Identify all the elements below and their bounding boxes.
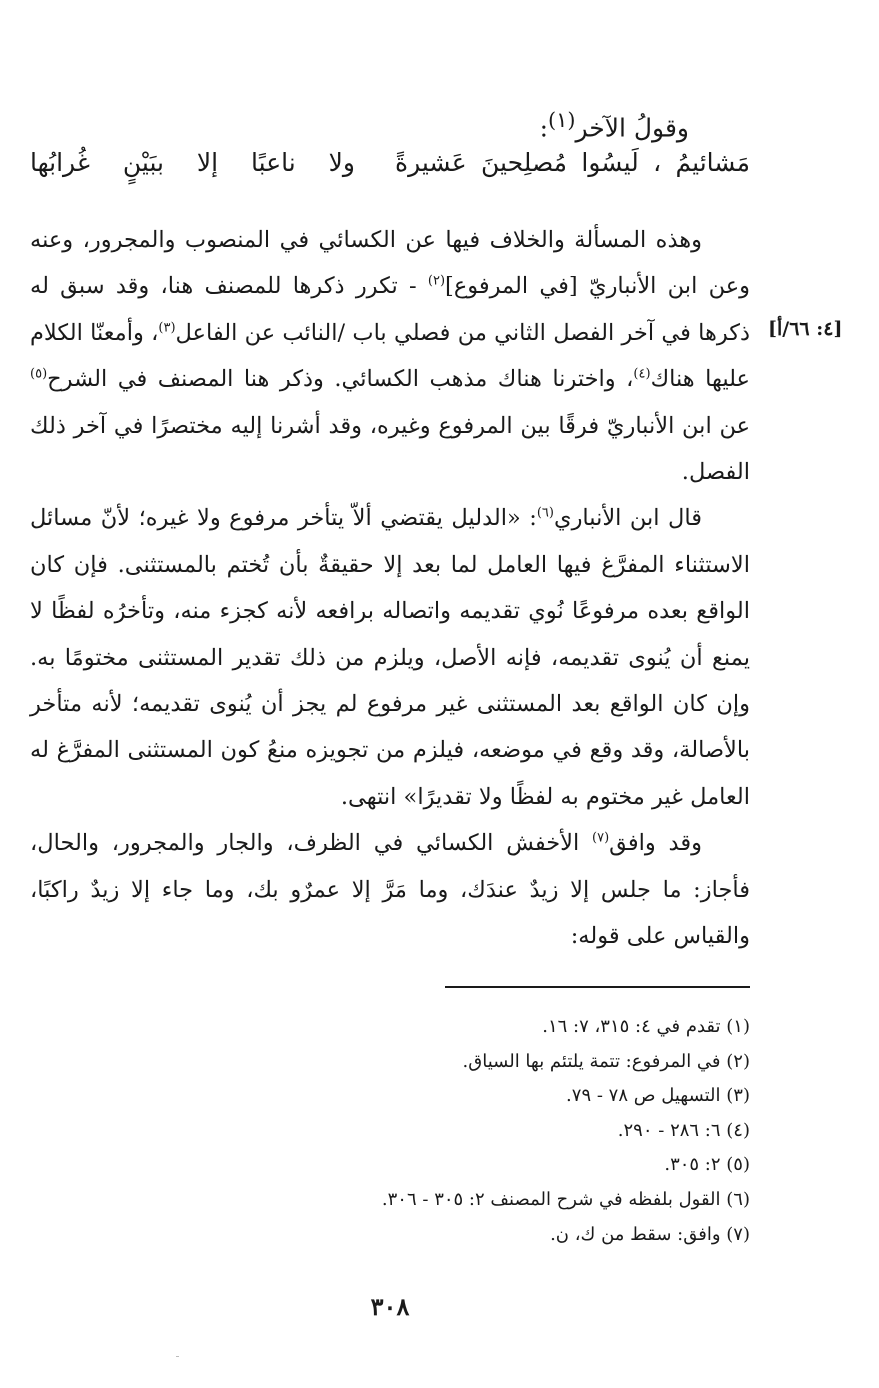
text-run: وقد وافق xyxy=(609,830,702,857)
footnote-ref[interactable]: (٣) xyxy=(158,320,176,336)
poetry-verse xyxy=(30,148,750,192)
footnote: (٥) ٢: ٣٠٥. xyxy=(664,1154,750,1176)
verse-intro xyxy=(389,100,689,148)
verse-second-hemistich: ولا ناعبًا إلا ببَيْنٍ غُرابُها xyxy=(30,148,355,177)
text-run: الأخفش الكسائي في الظرف، والجار والمجرور، والحال، فأجاز: ما جلس إلا زيدٌ عندَك، وما مَرَّ إلا عمرٌو بك، وما جاء إلا زيدٌ راكبًا، والقياس على قوله: xyxy=(30,830,750,950)
paragraph xyxy=(30,495,750,820)
text-run: عن ابن الأنباريّ فرقًا بين المرفوع وغيره، وقد أشرنا إليه مختصرًا في آخر ذلك الفصل. xyxy=(30,412,750,486)
text-run: : «الدليل يقتضي ألاّ يتأخر مرفوع ولا غيره؛ لأنّ مسائل الاستثناء المفرَّغ فيها العامل لما بعد إلا حقيقةٌ بأن تُختم بالمستثنى. فإن كان الواقع بعده مرفوعًا نُوي تقديمه واتصاله برافعه لأنه كجزء منه، وتأخرُه لفظًا لا يمنع أن يُنوى تقديمه، فإنه الأصل، ويلزم من ذلك تقدير المستثنى مختومًا به. وإن كان الواقع بعد المستثنى غير مرفوع لم يجز أن يُنوى تقديمه؛ لأنه متأخر بالأصالة، وقد وقع في موضعه، فيلزم من تجويزه منعُ كون المستثنى المفرَّغ له العامل غير مختوم به لفظًا ولا تقديرًا» انتهى. xyxy=(30,505,750,810)
footnote-separator xyxy=(445,986,750,988)
footnote-ref[interactable]: (٦) xyxy=(536,505,554,521)
main-text xyxy=(30,217,750,960)
footnote: (٦) القول بلفظه في شرح المصنف ٢: ٣٠٥ - ٣٠٦. xyxy=(381,1188,750,1210)
footnote-ref[interactable]: (٧) xyxy=(592,830,610,846)
footnote: (٣) التسهيل ص ٧٨ - ٧٩. xyxy=(566,1085,750,1107)
verse-intro-text: وقولُ الآخر xyxy=(575,113,689,143)
text-run: - تكرر ذكرها للمصنف هنا، وقد سبق له ذكرها في آخر الفصل الثاني من فصلي باب /النائب عن الفاعل xyxy=(30,273,751,346)
footnote-ref[interactable]: (٢) xyxy=(427,273,446,289)
footnote-ref[interactable]: (٥) xyxy=(30,366,48,382)
paragraph xyxy=(30,217,750,495)
text-run: ، واخترنا هناك مذهب الكسائي. وذكر هنا المصنف في الشرح xyxy=(47,366,634,393)
footnote: (٢) في المرفوع: تتمة يلتئم بها السياق. xyxy=(462,1050,750,1072)
footnote: (٤) ٦: ٢٨٦ - ٢٩٠. xyxy=(617,1119,750,1141)
verse-first-hemistich: مَشائيمُ ، لَيسُوا مُصلِحينَ عَشيرةً xyxy=(395,148,750,177)
text-run: وهذه المسألة والخلاف فيها عن الكسائي في المنصوب والمجرور، وعنه وعن ابن الأنباريّ [في المرفوع] xyxy=(30,227,750,300)
text-run: ، وأمعنّا الكلام عليها هناك xyxy=(30,319,750,393)
verse-intro-colon: : xyxy=(539,113,549,143)
footnote: (٧) وافق: سقط من ك، ن. xyxy=(550,1223,750,1245)
footnote: (١) تقدم في ٤: ٣١٥، ٧: ١٦. xyxy=(542,1016,750,1037)
paragraph xyxy=(30,820,750,959)
scan-speck xyxy=(176,1356,179,1357)
footnote-ref[interactable]: (١) xyxy=(548,108,576,132)
footnotes xyxy=(200,1010,750,1252)
manuscript-folio-marker: [٤: ٦٦/أ] xyxy=(768,318,843,340)
footnote-ref[interactable]: (٤) xyxy=(633,366,651,382)
page-number: ٣٠٨ xyxy=(370,1292,410,1321)
text-run: قال ابن الأنباري xyxy=(553,505,702,532)
